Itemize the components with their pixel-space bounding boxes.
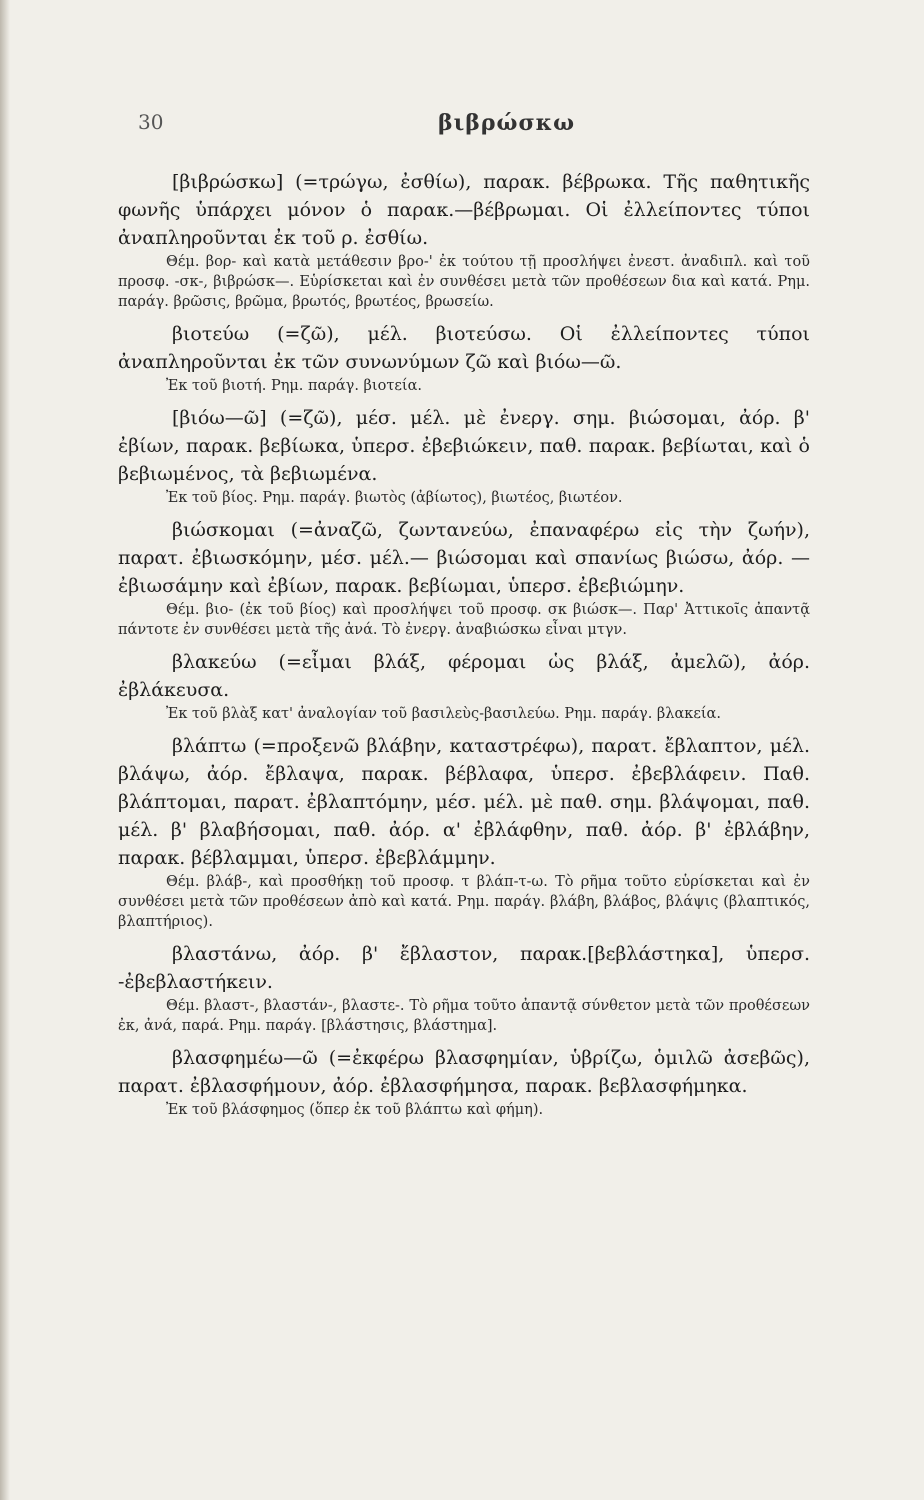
entry-etymology-note: Θέμ. βλάβ-, καὶ προσθήκῃ τοῦ προσφ. τ βλάπ-τ-ω. Τὸ ρῆμα τοῦτο εὑρίσκεται καὶ ἐν συνθέσει μετὰ τῶν προθέσεων ἀπὸ καὶ κατά. Ρημ. παράγ. βλάβη, βλάβος, βλάψις (βλαπτικός, βλαπτήριος). — [118, 874, 810, 930]
entry-main-text: [βιβρώσκω] (=τρώγω, ἐσθίω), παρακ. βέβρωκα. Τῆς παθητικῆς φωνῆς ὑπάρχει μόνον ὁ παρακ.—βέβρωμαι. Οἱ ἐλλείποντες τύποι ἀναπληροῦνται ἐκ τοῦ ρ. ἐσθίω. — [118, 171, 810, 249]
entry-blakeuo — [118, 648, 810, 724]
entry-main-text: βιώσκομαι (=ἀναζῶ, ζωντανεύω, ἐπαναφέρω εἰς τὴν ζωήν), παρατ. ἐβιωσκόμην, μέσ. μέλ.— βιώσομαι καὶ σπανίως βιώσω, ἀόρ. —ἐβιωσάμην καὶ ἐβίων, παρακ. βεβίωμαι, ὑπερσ. ἐβεβιώμην. — [118, 519, 810, 597]
entry-etymology-note: Ἐκ τοῦ βιοτή. Ρημ. παράγ. βιοτεία. — [166, 378, 422, 394]
entry-blapto — [118, 732, 810, 932]
entry-bioo — [118, 404, 810, 508]
running-head: βιβρώσκω — [438, 110, 576, 136]
entry-bibrosko — [118, 168, 810, 312]
entry-etymology-note: Θέμ. βορ- καὶ κατὰ μετάθεσιν βρο-' ἐκ τούτου τῇ προσλήψει ἐνεστ. ἀναδιπλ. καὶ τοῦ προσφ. -σκ-, βιβρώσκ—. Εὑρίσκεται καὶ ἐν συνθέσει μετὰ τῶν προθέσεων δια καὶ κατά. Ρημ. παράγ. βρῶσις, βρῶμα, βρωτός, βρωτέος, βρωσείω. — [118, 254, 810, 310]
entry-main-text: βλάπτω (=προξενῶ βλάβην, καταστρέφω), παρατ. ἔβλαπτον, μέλ. βλάψω, ἀόρ. ἔβλαψα, παρακ. βέβλαφα, ὑπερσ. ἐβεβλάφειν. Παθ. βλάπτομαι, παρατ. ἐβλαπτόμην, μέσ. μέλ. μὲ παθ. σημ. βλάψομαι, παθ. μέλ. β' βλαβήσομαι, παθ. ἀόρ. α' ἐβλάφθην, παθ. ἀόρ. β' ἐβλάβην, παρακ. βέβλαμμαι, ὑπερσ. ἐβεβλάμμην. — [118, 735, 810, 869]
entry-bioskomai — [118, 516, 810, 640]
entry-main-text: βιοτεύω (=ζῶ), μέλ. βιοτεύσω. Οἱ ἐλλείποντες τύποι ἀναπληροῦνται ἐκ τῶν συνωνύμων ζῶ καὶ βιόω—ῶ. — [118, 323, 810, 373]
entry-main-text: [βιόω—ῶ] (=ζῶ), μέσ. μέλ. μὲ ἐνεργ. σημ. βιώσομαι, ἀόρ. β' ἐβίων, παρακ. βεβίωκα, ὑπερσ. ἐβεβιώκειν, παθ. παρακ. βεβίωται, καὶ ὁ βεβιωμένος, τὰ βεβιωμένα. — [118, 407, 810, 485]
entry-main-text: βλασφημέω—ῶ (=ἐκφέρω βλασφημίαν, ὑβρίζω, ὁμιλῶ ἀσεβῶς), παρατ. ἐβλασφήμουν, ἀόρ. ἐβλασφήμησα, παρακ. βεβλασφήμηκα. — [118, 1047, 810, 1097]
entry-etymology-note: Ἐκ τοῦ βλάσφημος (ὅπερ ἐκ τοῦ βλάπτω καὶ φήμη). — [166, 1102, 544, 1118]
entries-column — [118, 168, 810, 1128]
entry-etymology-note: Θέμ. βιο- (ἐκ τοῦ βίος) καὶ προσλήψει τοῦ προσφ. σκ βιώσκ—. Παρ' Ἀττικοῖς ἀπαντᾷ πάντοτε ἐν συνθέσει μετὰ τῆς ἀνά. Τὸ ἐνεργ. ἀναβιώσκω εἶναι μτγν. — [118, 602, 810, 638]
entry-main-text: βλαστάνω, ἀόρ. β' ἔβλαστον, παρακ.[βεβλάστηκα], ὑπερσ. -ἐβεβλαστήκειν. — [118, 943, 810, 993]
entry-bioteuo — [118, 320, 810, 396]
entry-blastano — [118, 940, 810, 1036]
entry-etymology-note: Θέμ. βλαστ-, βλαστάν-, βλαστε-. Τὸ ρῆμα τοῦτο ἀπαντᾷ σύνθετον μετὰ τῶν προθέσεων ἐκ, ἀνά, παρά. Ρημ. παράγ. [βλάστησις, βλάστημα]. — [118, 998, 810, 1034]
entry-etymology-note: Ἐκ τοῦ βίος. Ρημ. παράγ. βιωτὸς (ἀβίωτος), βιωτέος, βιωτέον. — [166, 490, 623, 506]
entry-blasphemeo — [118, 1044, 810, 1120]
entry-etymology-note: Ἐκ τοῦ βλὰξ κατ' ἀναλογίαν τοῦ βασιλεὺς-βασιλεύω. Ρημ. παράγ. βλακεία. — [166, 706, 721, 722]
page-edge-shadow — [0, 0, 10, 1500]
page-number: 30 — [138, 110, 164, 134]
entry-main-text: βλακεύω (=εἶμαι βλάξ, φέρομαι ὡς βλάξ, ἀμελῶ), ἀόρ. ἐβλάκευσα. — [118, 651, 810, 701]
